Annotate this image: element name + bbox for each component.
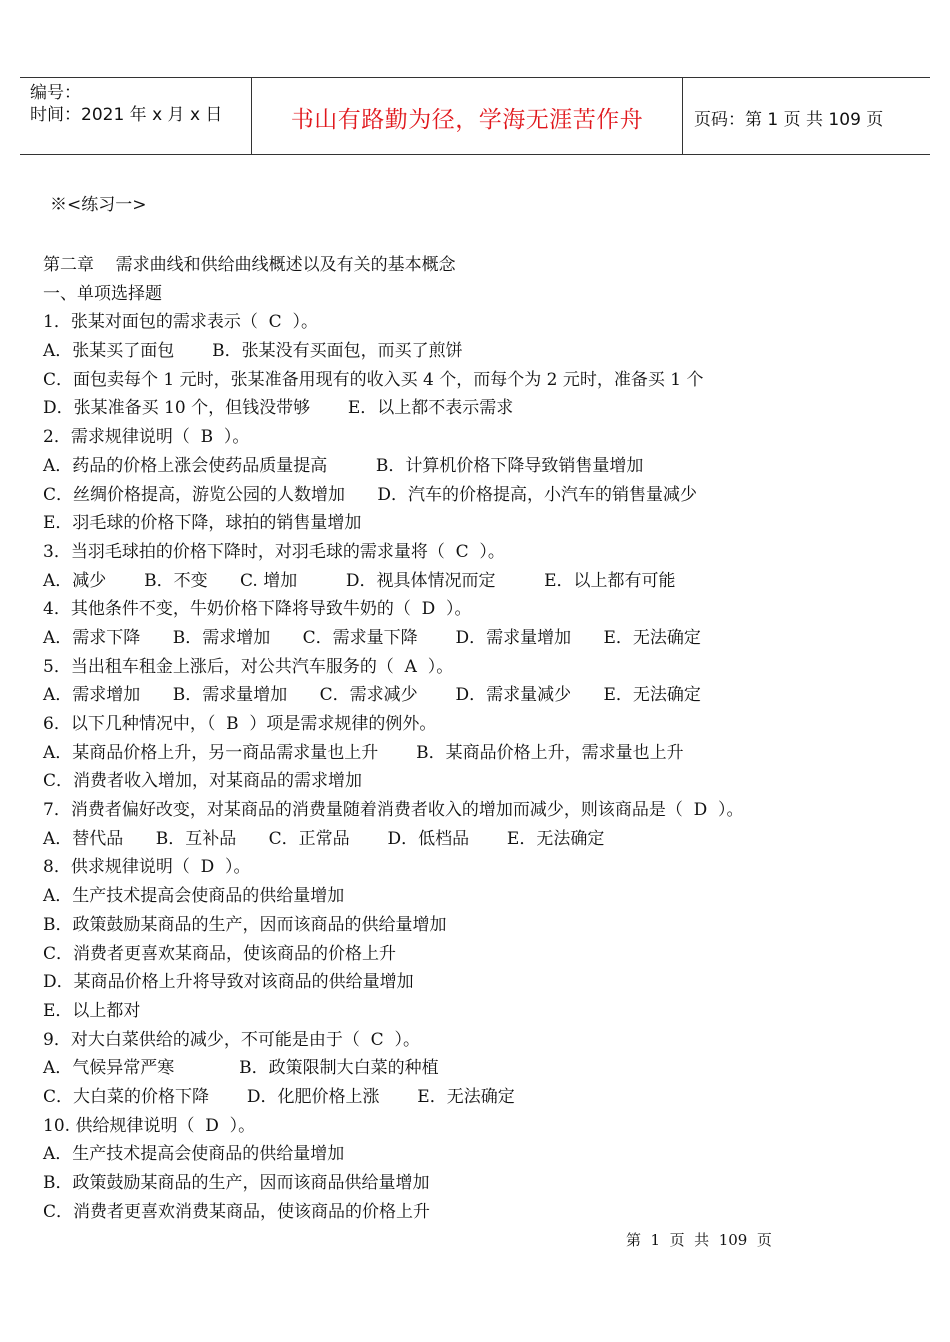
- option-line: A．需求下降 B．需求增加 C．需求量下降 D．需求量增加 E．无法确定: [43, 627, 701, 648]
- document-header: [20, 77, 930, 155]
- serial-label: 编号：: [30, 83, 81, 103]
- option-line: E．以上都对: [43, 1000, 141, 1021]
- option-line: A．需求增加 B．需求量增加 C．需求减少 D．需求量减少 E．无法确定: [43, 685, 701, 706]
- option-line: A．生产技术提高会使商品的供给量增加: [43, 1144, 345, 1165]
- option-line: A．张某买了面包 B．张某没有买面包，而买了煎饼: [43, 341, 463, 362]
- option-line: A．某商品价格上升，另一商品需求量也上升 B．某商品价格上升，需求量也上升: [43, 742, 684, 763]
- question-line: 10. 供给规律说明（ D ）。: [43, 1115, 256, 1136]
- option-line: C．面包卖每个 1 元时，张某准备用现有的收入买 4 个，而每个为 2 元时，准备买 1 个: [43, 369, 704, 390]
- question-line: 6．以下几种情况中，（ B ）项是需求规律的例外。: [43, 714, 437, 734]
- option-line: A．减少 B．不变 C. 增加 D．视具体情况而定 E．以上都有可能: [43, 570, 676, 591]
- page-footer: 第 1 页 共 109 页: [626, 1231, 772, 1249]
- question-line: 4．其他条件不变，牛奶价格下降将导致牛奶的（ D ）。: [43, 599, 472, 620]
- question-line: 3．当羽毛球拍的价格下降时，对羽毛球的需求量将（ C ）。: [43, 541, 505, 562]
- option-line: D．某商品价格上升将导致对该商品的供给量增加: [43, 972, 414, 993]
- option-line: B．政策鼓励某商品的生产，因而该商品的供给量增加: [43, 914, 447, 935]
- header-divider: [682, 78, 683, 154]
- option-line: C．大白菜的价格下降 D．化肥价格上涨 E．无法确定: [43, 1086, 515, 1107]
- section-title: 一、单项选择题: [43, 283, 162, 304]
- option-line: A．气候异常严寒 B．政策限制大白菜的种植: [43, 1058, 439, 1079]
- header-motto: 书山有路勤为径，学海无涯苦作舟: [290, 106, 644, 133]
- question-line: 1．张某对面包的需求表示（ C ）。: [43, 312, 318, 333]
- chapter-title: 第二章 需求曲线和供给曲线概述以及有关的基本概念: [43, 255, 456, 275]
- question-line: 2．需求规律说明（ B ）。: [43, 427, 250, 448]
- option-line: B．政策鼓励某商品的生产，因而该商品供给量增加: [43, 1173, 430, 1193]
- question-line: 9．对大白菜供给的减少，不可能是由于（ C ）。: [43, 1029, 420, 1050]
- practice-title: ※<练习一>: [50, 195, 147, 215]
- question-line: 7．消费者偏好改变，对某商品的消费量随着消费者收入的增加而减少，则该商品是（ D ）。: [43, 800, 744, 821]
- option-line: C．消费者收入增加，对某商品的需求增加: [43, 771, 363, 792]
- question-line: 8．供求规律说明（ D ）。: [43, 857, 251, 878]
- option-line: D．张某准备买 10 个，但钱没带够 E．以上都不表示需求: [43, 398, 514, 419]
- option-line: E．羽毛球的价格下降，球拍的销售量增加: [43, 513, 362, 534]
- option-line: A．替代品 B．互补品 C．正常品 D．低档品 E．无法确定: [43, 828, 605, 849]
- time-label: 时间：2021 年 x 月 x 日: [30, 105, 223, 125]
- header-meta: [30, 82, 222, 126]
- option-line: A．生产技术提高会使商品的供给量增加: [43, 886, 345, 907]
- option-line: C．消费者更喜欢消费某商品，使该商品的价格上升: [43, 1201, 431, 1222]
- header-page-info: 页码：第 1 页 共 109 页: [694, 109, 884, 130]
- question-line: 5．当出租车租金上涨后，对公共汽车服务的（ A ）。: [43, 656, 454, 677]
- option-line: C．丝绸价格提高，游览公园的人数增加 D．汽车的价格提高，小汽车的销售量减少: [43, 484, 698, 505]
- option-line: A．药品的价格上涨会使药品质量提高 B．计算机价格下降导致销售量增加: [43, 455, 644, 476]
- document-body: [43, 251, 923, 1226]
- option-line: C．消费者更喜欢某商品，使该商品的价格上升: [43, 943, 397, 964]
